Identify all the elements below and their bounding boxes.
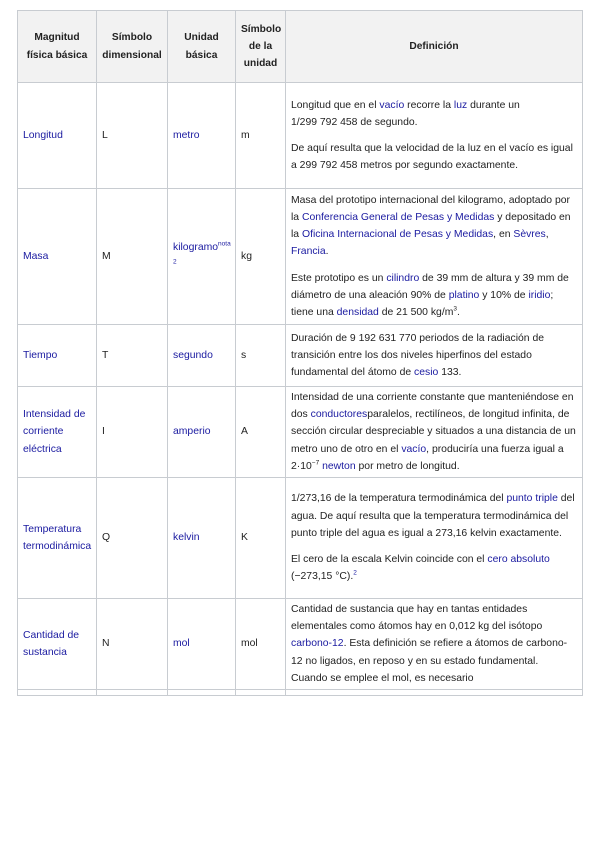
- definition-cell: Intensidad de una corriente constante que manteniéndose en dos conductoresparalelos, rectilíneos, de longitud infinita, de sección circular despreciable y situados a una distancia de un metro uno de otro en el vacío, produciría una fuerza igual a $2\cdot 10^{-7}$ newton por metro de longitud.: [286, 387, 583, 478]
- header-dimensional-symbol: Símbolo dimensional: [97, 11, 168, 83]
- dimension-symbol: M: [97, 189, 168, 325]
- definition-cell: Longitud que en el vacío recorre la luz durante un 1/299 792 458 de segundo. De aquí resulta que la velocidad de la luz en el vacío es igual a 299 792 458 metros por segundo exactamente.: [286, 83, 583, 189]
- unit-symbol: mol: [236, 599, 286, 690]
- header-unit-symbol: Símbolo de la unidad: [236, 11, 286, 83]
- definition-link[interactable]: newton: [322, 460, 356, 472]
- definition-cell: Masa del prototipo internacional del kilogramo, adoptado por la Conferencia General de Pesas y Medidas y depositado en la Oficina Internacional de Pesas y Medidas, en Sèvres, Francia. Este prototipo es un cilindro de 39 mm de altura y 39 mm de diámetro de una aleación 90% de platino y 10% de iridio; tiene una densidad de 21 500 $kg/m^3$.: [286, 189, 583, 325]
- definition-link[interactable]: punto triple: [506, 493, 558, 505]
- unit-link[interactable]: kilogramo$^{nota 2}$: [168, 189, 236, 325]
- definition-link[interactable]: densidad: [336, 307, 379, 318]
- definition-link[interactable]: platino: [448, 289, 480, 301]
- table-header-row: [18, 11, 583, 83]
- table-row: [18, 83, 583, 189]
- unit-link[interactable]: metro: [168, 83, 236, 189]
- unit-symbol: s: [236, 325, 286, 387]
- dimension-symbol: T: [97, 325, 168, 387]
- definition-cell: Duración de 9 192 631 770 periodos de la radiación de transición entre los dos niveles hiperfinos del estado fundamental del átomo de cesio 133.: [286, 325, 583, 387]
- definition-link[interactable]: cilindro: [386, 272, 420, 284]
- header-definition: Definición: [286, 11, 583, 83]
- unit-link[interactable]: mol: [168, 599, 236, 690]
- magnitude-link[interactable]: Tiempo: [18, 325, 97, 387]
- unit-symbol: m: [236, 83, 286, 189]
- unit-link[interactable]: amperio: [168, 387, 236, 478]
- dimension-symbol: N: [97, 599, 168, 690]
- magnitude-link[interactable]: Longitud: [18, 83, 97, 189]
- unit-symbol: A: [236, 387, 286, 478]
- table-row: [18, 387, 583, 478]
- dimension-symbol: I: [97, 387, 168, 478]
- definition-link[interactable]: cesio: [414, 367, 439, 379]
- definition-link[interactable]: Oficina Internacional de Pesas y Medidas: [301, 229, 494, 241]
- magnitude-link[interactable]: Intensidad de corriente eléctrica: [18, 387, 97, 478]
- definition-link[interactable]: Sèvres: [513, 229, 546, 241]
- unit-link[interactable]: kelvin: [168, 478, 236, 599]
- definition-link[interactable]: carbono-12: [291, 638, 344, 650]
- definition-link[interactable]: iridio: [528, 289, 551, 301]
- definition-link[interactable]: Conferencia General de Pesas y Medidas: [301, 211, 495, 223]
- definition-cell: Cantidad de sustancia que hay en tantas entidades elementales como átomos hay en 0,012 kg del isótopo carbono-12. Esta definición se refiere a átomos de carbono-12 no ligados, en reposo y en su estado fundamental. Cuando se emplee el mol, es necesario: [286, 599, 583, 690]
- unit-symbol: kg: [236, 189, 286, 325]
- magnitude-link[interactable]: Cantidad de sustancia: [18, 599, 97, 690]
- table-row: [18, 189, 583, 325]
- header-magnitude: Magnitud física básica: [18, 11, 97, 83]
- table-row: [18, 325, 583, 387]
- dimension-symbol: Q: [97, 478, 168, 599]
- definition-cell: 1/273,16 de la temperatura termodinámica del punto triple del agua. De aquí resulta que la temperatura termodinámica del punto triple del agua es igual a 273,16 kelvin exactamente. El cero de la escala Kelvin coincide con el cero absoluto (−273,15 °C).$^2$: [286, 478, 583, 599]
- table-bottom-row: [18, 690, 583, 696]
- magnitude-link[interactable]: Masa: [18, 189, 97, 325]
- magnitude-link[interactable]: Temperatura termodinámica: [18, 478, 97, 599]
- definition-link[interactable]: vacío: [401, 443, 427, 455]
- unit-link[interactable]: segundo: [168, 325, 236, 387]
- citation-link[interactable]: 2: [353, 569, 357, 577]
- header-base-unit: Unidad básica: [168, 11, 236, 83]
- definition-link[interactable]: Francia: [291, 246, 326, 258]
- dimension-symbol: L: [97, 83, 168, 189]
- definition-link[interactable]: conductores: [310, 409, 368, 421]
- definition-link[interactable]: vacío: [379, 99, 405, 111]
- definition-link[interactable]: cero absoluto: [487, 554, 550, 566]
- table-row: [18, 599, 583, 690]
- definition-link[interactable]: luz: [453, 99, 468, 111]
- note-reference[interactable]: nota 2: [173, 240, 231, 266]
- unit-symbol: K: [236, 478, 286, 599]
- table-row: [18, 478, 583, 599]
- si-units-table: [17, 10, 583, 696]
